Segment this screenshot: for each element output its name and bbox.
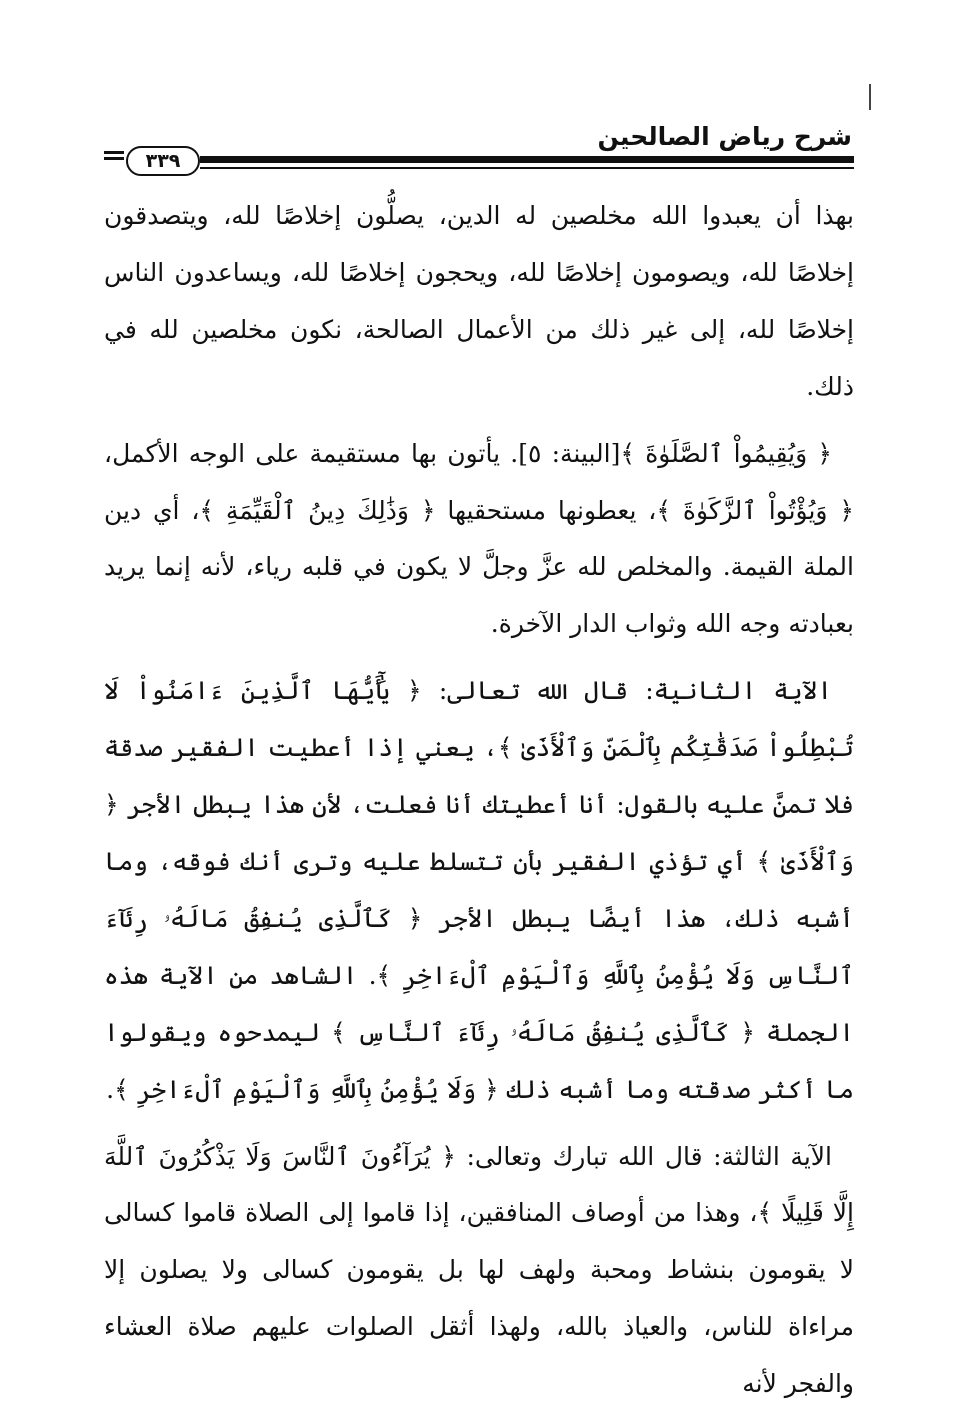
page-number-ornament (104, 151, 124, 163)
header-rule-thick (200, 156, 854, 163)
header-rule-thin (200, 167, 854, 169)
paragraph: الآية الثانية: قال الله تعالى: ﴿ يَٰٓأَيُّهَا ٱلَّذِينَ ءَامَنُواْ لَا تُبْطِلُواْ صَدَقَٰتِكُم بِٱلْمَنِّ وَٱلْأَذَىٰ ﴾، يعني إذا أعطيت الفقير صدقة فلا تمنَّ عليه بالقول: أنا أعطيتك أنا فعلت، لأن هذا يبطل الأجر ﴿ وَٱلْأَذَىٰ ﴾ أي تؤذي الفقير بأن تتسلط عليه وترى أنك فوقه، وما أشبه ذلك، هذا أيضًا يبطل الأجر ﴿ كَٱلَّذِى يُنفِقُ مَالَهُۥ رِئَآءَ ٱلنَّاسِ وَلَا يُؤْمِنُ بِٱللَّهِ وَٱلْيَوْمِ ٱلْءَاخِرِ ﴾. الشاهد من الآية هذه الجملة ﴿ كَٱلَّذِى يُنفِقُ مَالَهُۥ رِئَآءَ ٱلنَّاسِ ﴾ ليمدحوه ويقولوا ما أكثر صدقته وما أشبه ذلك ﴿ وَلَا يُؤْمِنُ بِٱللَّهِ وَٱلْيَوْمِ ٱلْءَاخِرِ ﴾. (104, 676, 854, 1104)
paragraph: الآية الثالثة: قال الله تبارك وتعالى: ﴿ يُرَآءُونَ ٱلنَّاسَ وَلَا يَذْكُرُونَ ٱللَّهَ إِلَّا قَلِيلًا ﴾، وهذا من أوصاف المنافقين، إذا قاموا إلى الصلاة قاموا كسالى لا يقومون بنشاط ومحبة ولهف لها بل يقومون كسالى ولا يصلون إلا مراءاة للناس، والعياذ بالله، ولهذا أثقل الصلوات عليهم صلاة العشاء والفجر لأنه (104, 1141, 854, 1399)
scan-margin-mark (869, 84, 871, 110)
page-number: ٣٣٩ (126, 146, 200, 176)
paragraph: ﴿ وَيُقِيمُواْ ٱلصَّلَوٰةَ ﴾[البينة: ٥]. يأتون بها مستقيمة على الوجه الأكمل، ﴿ وَيُؤْتُواْ ٱلزَّكَوٰةَ ﴾، يعطونها مستحقيها ﴿ وَذَٰلِكَ دِينُ ٱلْقَيِّمَةِ ﴾، أي دين الملة القيمة. والمخلص لله عزَّ وجلَّ لا يكون في قلبه رياء، لأنه إنما يريد بعبادته وجه الله وثواب الدار الآخرة. (104, 438, 854, 639)
running-header-title: شرح رياض الصالحين (597, 122, 852, 151)
body-text (104, 188, 854, 1423)
paragraph: بهذا أن يعبدوا الله مخلصين له الدين، يصلُّون إخلاصًا لله، ويتصدقون إخلاصًا لله، ويصومون إخلاصًا لله، ويحجون إخلاصًا لله، ويساعدون الناس إخلاصًا لله، إلى غير ذلك من الأعمال الصالحة، نكون مخلصين لله في ذلك. (104, 201, 854, 401)
